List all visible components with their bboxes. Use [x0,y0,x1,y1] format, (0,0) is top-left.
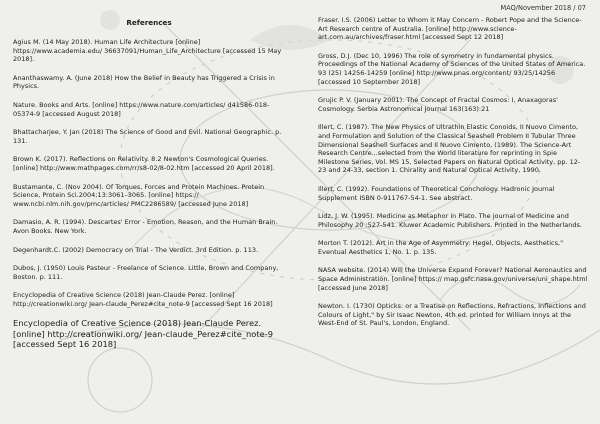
reference-item: Newton. I. (1730) Opticks: or a Treatise on Reflections, Refractions, Inflections and Colours of Light," by Sir Isaac Newton, 4th ed. printed for William Innys at the West-End of St. Paul's, London, England. [318,302,586,328]
reference-item-large: Encyclopedia of Creative Science (2018) Jean-Claude Perez. [online] http://creationwiki.org/ Jean-claude_Perez#cite_note-9 [accessed Sept 16 2018] [13,318,273,349]
references-title: References [126,18,172,27]
reference-item: Lidz, J. W. (1995). Medicine as Metaphor in Plato. The journal of Medicine and Philosophy 20 :527-541. Kluwer Academic Publishers. Printed in the Netherlands. [318,212,582,229]
reference-item: Grujic P. V. (January 2001). The Concept of Fractal Cosmos: I. Anaxagoras' Cosmology. Serbia Astronomical Journal 163(163):21 [318,96,558,113]
reference-item: Bhattacharjee, Y. Jan (2018) The Science of Good and Evil. National Geographic. p. 131. [13,128,282,145]
reference-item: Gross, D.J. (Dec 10, 1996) The role of symmetry in fundamental physics. Proceedings of the National Academy of Sciences of the United States of America. 93 (25) 14256-14259 [online] http://www.pnas.org/content/ 93/25/14256 [accessed 10 September 2018] [318,51,586,86]
reference-item: Nature. Books and Arts. [online] https://www.nature.com/articles/ d41586-018-05374-9 [accessed August 2018] [13,100,270,118]
reference-item: Degenhardt.C. (2002) Democracy on Trial - The Verdict. 3rd Edition. p. 113. [13,245,259,254]
references-right-column [318,16,588,338]
reference-item: Agius M. (14 May 2018). Human Life Architecture [online] https://www.academia.edu/ 36637091/Human_Life_Architecture [accessed 15 May 2018]. [13,38,282,64]
reference-item: Morton T. (2012). Art in the Age of Asymmetry: Hegel, Objects, Aesthetics," Eventual Aesthetics 1, No. 1. p. 135. [318,239,564,256]
reference-item: Brown K. (2017). Reflections on Relativity. 8.2 Newton's Cosmological Queries. [online] http://www.mathpages.com/rr/s8-02/8-02.htm [accessed 20 April 2018]. [13,155,275,172]
references-left-column [13,18,285,359]
reference-item: Fraser. I.S. (2006) Letter to Whom it May Concern - Robert Pope and the Science-Art Research centre of Australia. [online] http://www.science-art.com.au/archives/fraser.html [accessed Sept 12 2018] [318,16,582,42]
reference-item: Encyclopedia of Creative Science (2018) Jean-Claude Perez. [online] http://creationwiki.org/ Jean-claude_Perez#cite_note-9 [accessed Sept 16 2018] [13,291,273,308]
reference-item: Illert, C. (1987). The New Physics of Ultrathin Elastic Conoids, II Nuovo Cimento, and Formulation and Solution of the Classical Seashell Problem II Tubular Three Dimensional Seashell Surfaces and Il Nuovo Cimento, (1989). The Science-Art Research Centre...selected from the World literature for reprinting in Spie Milestone Series, Vol. MS 15, Selected Papers on Natural Optical Activity, pp. 12-23 and 24-33, section 1. Chirality and Natural Optical Activity, 1990. [318,123,581,175]
issue-header: MAQ/November 2018 / 07 [500,4,586,12]
reference-item: Dubos, J. (1950) Louis Pasteur - Freelance of Science. Little, Brown and Company, Boston. p. 111. [13,264,279,281]
reference-item: Ananthaswamy. A. (June 2018) How the Belief in Beauty has Triggered a Crisis in Physics. [13,73,275,91]
reference-item: Damasio, A. R. (1994). Descartes' Error - Emotion, Reason, and the Human Brain. Avon Books. New York. [13,218,278,235]
reference-item: Illert, C. (1992). Foundations of Theoretical Conchology. Hadronic Journal Supplement ISBN 0-911767-54-1. See abstract. [318,184,555,202]
reference-item: Bustamante, C. (Nov 2004). Of Torques, Forces and Protein Machines. Protein Science, Protein Sci.2004;13:3061–3065. [online] https:// www.ncbi.nlm.nih.gov/pmc/articles/ PMC2286589/ [accessed June 2018] [13,182,265,208]
reference-item: NASA website. (2014) Will the Universe Expand Forever? National Aeronautics and Space Administration. [online] https:// map.gsfc.nasa.gov/universe/uni_shape.html [accessed June 2018] [318,266,588,292]
